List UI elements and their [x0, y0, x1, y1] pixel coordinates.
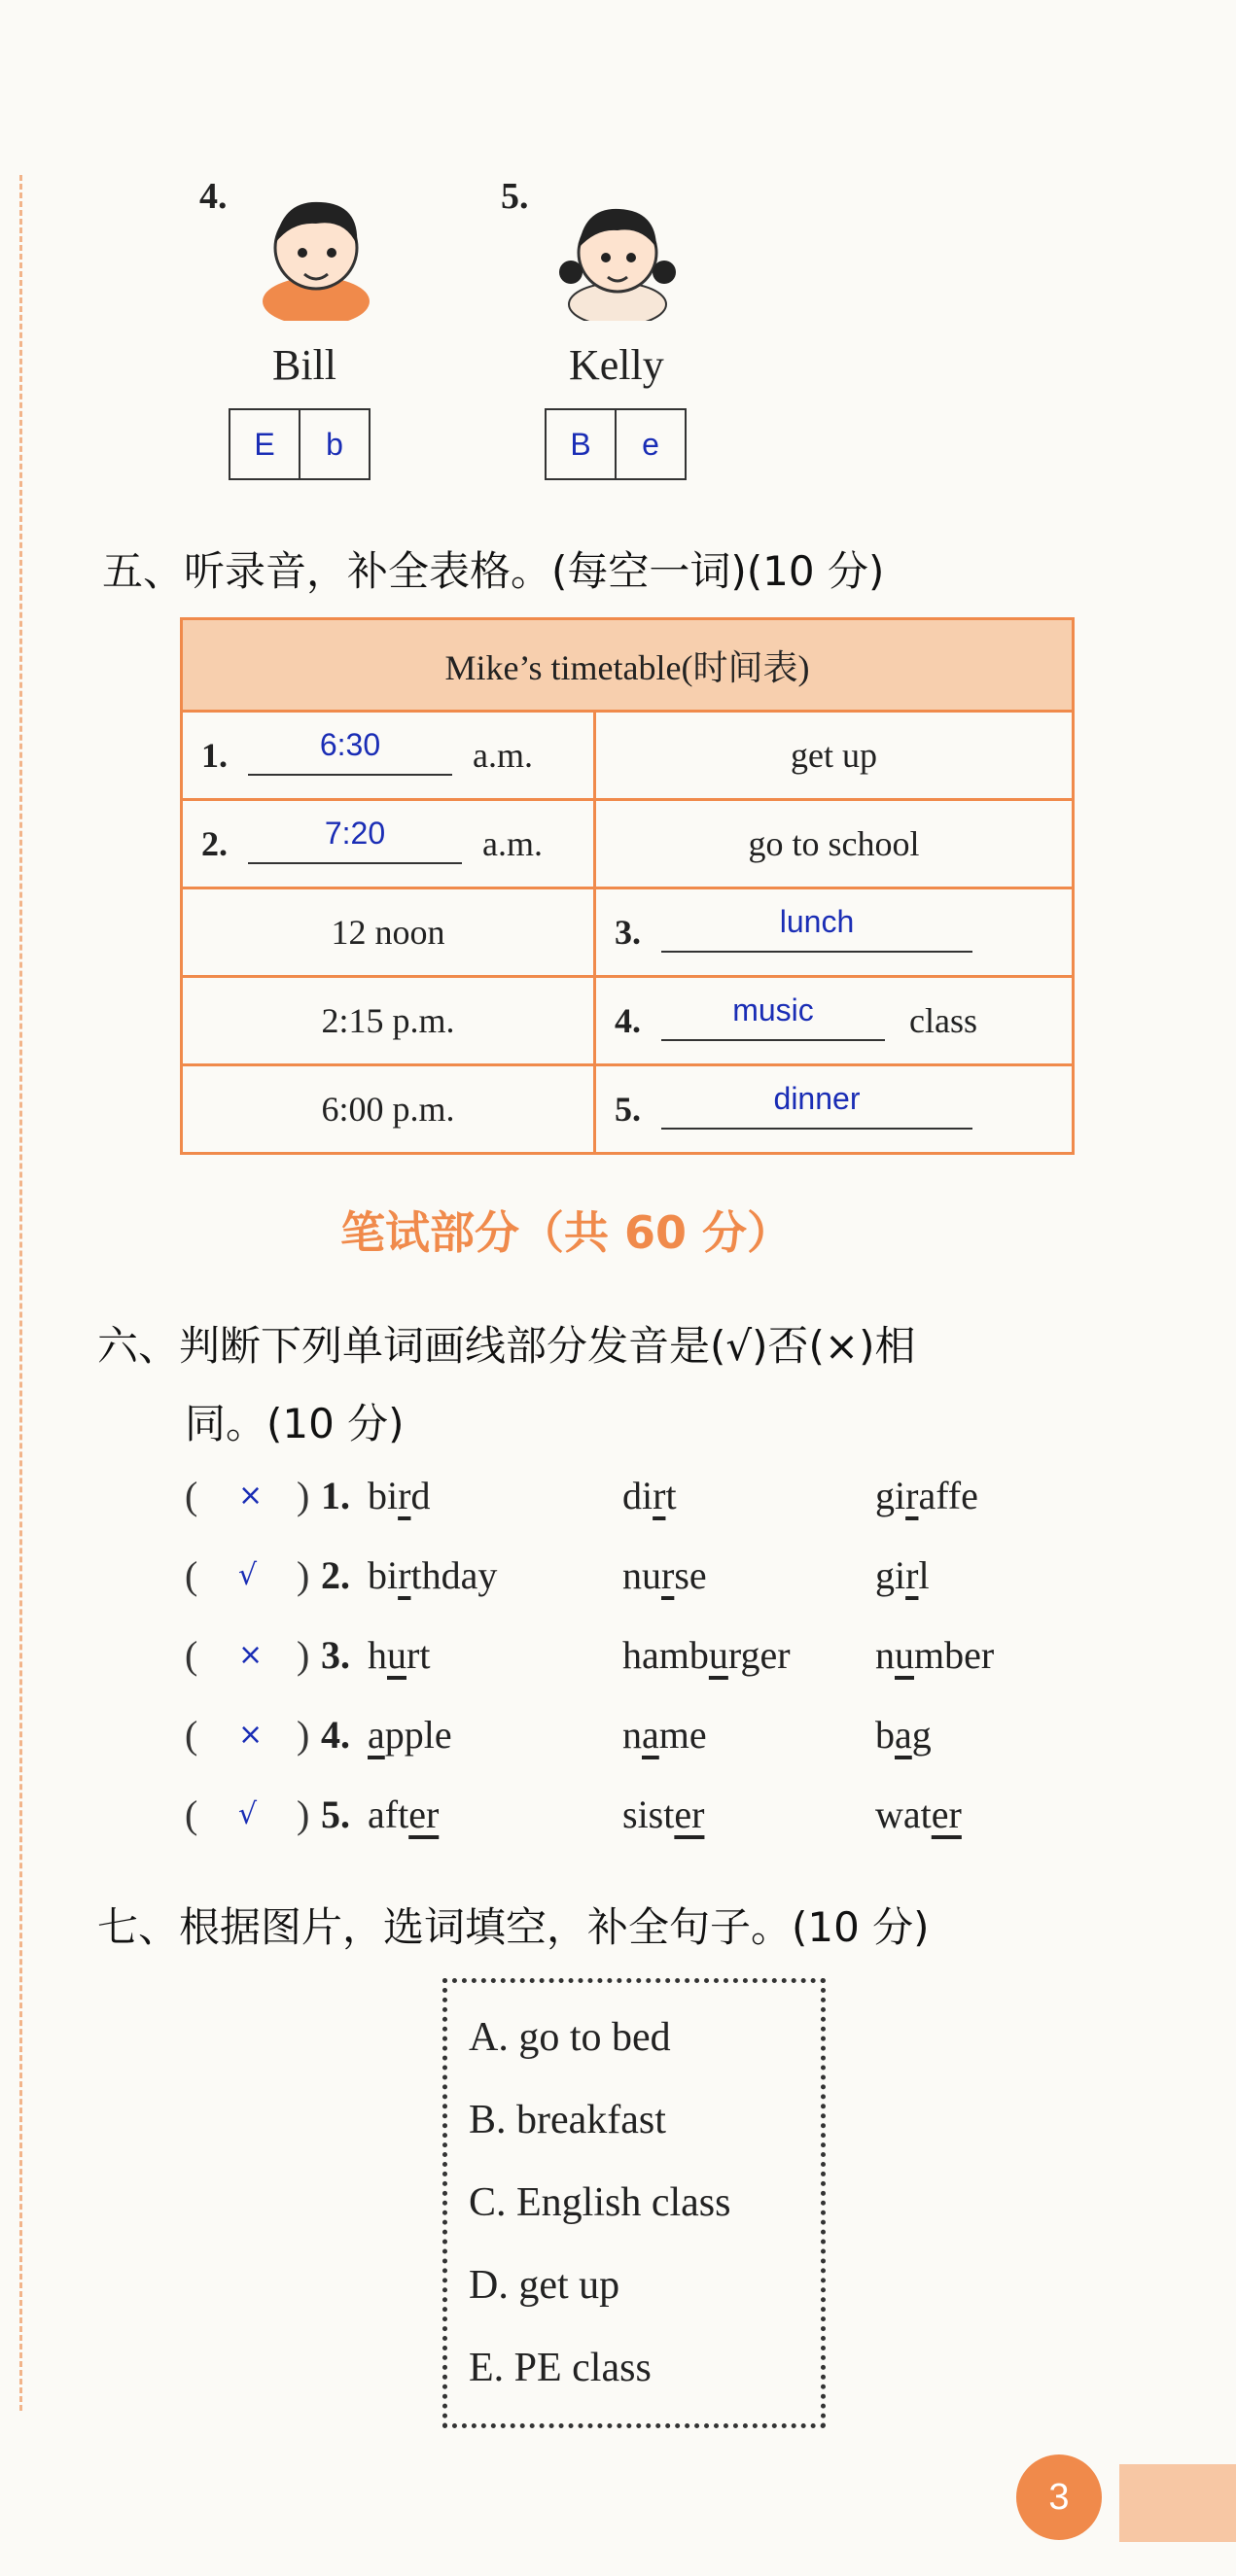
timetable-title: Mike’s timetable(时间表) [182, 619, 1074, 712]
item-5-answer-box [545, 408, 687, 480]
underlined-part: r [398, 1553, 411, 1597]
word-1 [368, 1792, 439, 1837]
underlined-part: u [387, 1633, 406, 1677]
word-2 [622, 1473, 677, 1518]
row-2-activity: go to school [595, 800, 1074, 888]
word-3 [875, 1473, 978, 1518]
item-4-name: Bill [272, 341, 337, 389]
underlined-part: r [905, 1474, 919, 1517]
word-part: n [875, 1633, 895, 1677]
boy-illustration [238, 185, 394, 321]
word-part: me [658, 1713, 707, 1757]
item-5-name: Kelly [569, 341, 664, 389]
item-4-answer-2: b [299, 410, 369, 478]
word-part: bi [368, 1474, 399, 1517]
margin-dashed-line [19, 175, 22, 2411]
row-4-time: 2:15 p.m. [182, 977, 595, 1065]
word-part: thday [410, 1553, 498, 1597]
section-6-heading-line2: 同。(10 分) [185, 1400, 405, 1447]
row-1-ampm: a.m. [473, 736, 533, 775]
paren-open: ( [185, 1793, 198, 1836]
section-5-heading: 五、听录音，补全表格。(每空一词)(10 分) [102, 547, 885, 595]
underlined-part: a [642, 1713, 659, 1757]
row-1-answer: 6:30 [319, 727, 381, 762]
row-2-answer: 7:20 [324, 816, 386, 851]
word-part: rger [727, 1633, 791, 1677]
item-4-answer-box [229, 408, 371, 480]
row-5-blank [661, 1081, 972, 1130]
word-1 [368, 1712, 452, 1758]
row-1-blank [248, 727, 452, 776]
paren-close: ) [297, 1793, 310, 1836]
row-3-number: 3. [615, 913, 641, 952]
word-part: l [918, 1553, 930, 1597]
row-4-answer: music [732, 992, 814, 1027]
row-5-answer: dinner [773, 1081, 861, 1116]
judgement-number: 4. [321, 1713, 350, 1757]
paren-close: ) [297, 1713, 310, 1757]
row-3-time: 12 noon [182, 888, 595, 977]
word-part: mber [914, 1633, 995, 1677]
table-row [182, 800, 1074, 888]
word-2 [622, 1712, 707, 1758]
row-4-blank [661, 992, 885, 1041]
word-3 [875, 1712, 932, 1758]
word-part: gi [875, 1474, 906, 1517]
underlined-part: r [905, 1553, 919, 1597]
word-part: bi [368, 1553, 399, 1597]
word-part: pple [384, 1713, 452, 1757]
word-part: hamb [622, 1633, 709, 1677]
word-part: sist [622, 1793, 675, 1836]
row-4-class: class [909, 1001, 977, 1040]
underlined-part: er [408, 1793, 440, 1836]
option-e: E. PE class [469, 2346, 652, 2390]
judgement-mark: × [238, 1718, 264, 1752]
word-part: h [368, 1633, 387, 1677]
judgement-number: 5. [321, 1793, 350, 1836]
row-3-answer: lunch [779, 904, 855, 939]
word-3 [875, 1552, 930, 1598]
table-row [182, 888, 1074, 977]
paren-close: ) [297, 1474, 310, 1517]
paren-open: ( [185, 1713, 198, 1757]
underlined-part: r [398, 1474, 411, 1517]
row-5-number: 5. [615, 1090, 641, 1129]
option-a: A. go to bed [469, 2015, 671, 2060]
paren-close: ) [297, 1553, 310, 1597]
section-6-heading-line1: 六、判断下列单词画线部分发音是(√)否(×)相 [97, 1322, 916, 1370]
row-2-number: 2. [201, 824, 228, 863]
word-part: se [674, 1553, 707, 1597]
underlined-part: u [708, 1633, 728, 1677]
word-options-box [442, 1978, 826, 2428]
underlined-part: r [653, 1474, 666, 1517]
row-5-time: 6:00 p.m. [182, 1065, 595, 1154]
option-b: B. breakfast [469, 2098, 666, 2142]
word-3 [875, 1632, 994, 1678]
row-1-activity: get up [595, 712, 1074, 800]
written-part-title: 笔试部分（共 60 分） [340, 1206, 793, 1259]
word-2 [622, 1632, 791, 1678]
underlined-part: r [661, 1553, 675, 1597]
word-part: aft [368, 1793, 409, 1836]
row-2-ampm: a.m. [482, 824, 543, 863]
underlined-part: a [895, 1713, 912, 1757]
row-3-blank [661, 904, 972, 953]
row-2-blank [248, 816, 462, 864]
timetable [180, 617, 1075, 1155]
word-part: n [622, 1713, 642, 1757]
judgement-mark: √ [238, 1558, 258, 1592]
section-7-heading: 七、根据图片，选词填空，补全句子。(10 分) [97, 1903, 930, 1951]
word-3 [875, 1792, 962, 1837]
word-part: gi [875, 1553, 906, 1597]
paren-open: ( [185, 1633, 198, 1677]
word-2 [622, 1552, 707, 1598]
judgement-mark: × [238, 1479, 264, 1513]
item-4-answer-1: E [254, 426, 275, 462]
item-5-answer-2: e [615, 410, 685, 478]
word-1 [368, 1473, 430, 1518]
girl-illustration [549, 190, 686, 321]
word-part: d [410, 1474, 431, 1517]
word-part: t [665, 1474, 677, 1517]
page-number: 3 [1016, 2454, 1102, 2540]
table-row [182, 977, 1074, 1065]
word-1 [368, 1632, 430, 1678]
underlined-part: a [368, 1713, 385, 1757]
item-5-answer-1: B [570, 426, 591, 462]
paren-open: ( [185, 1553, 198, 1597]
word-part: affe [918, 1474, 978, 1517]
row-4-number: 4. [615, 1001, 641, 1040]
word-part: rt [406, 1633, 431, 1677]
paren-open: ( [185, 1474, 198, 1517]
word-part: b [875, 1713, 895, 1757]
word-part: nu [622, 1553, 661, 1597]
judgement-number: 1. [321, 1474, 350, 1517]
underlined-part: u [895, 1633, 914, 1677]
table-row [182, 1065, 1074, 1154]
option-d: D. get up [469, 2263, 620, 2308]
judgement-number: 2. [321, 1553, 350, 1597]
item-4-number: 4. [199, 176, 228, 217]
judgement-mark: √ [238, 1797, 258, 1831]
option-c: C. English class [469, 2180, 731, 2225]
table-row [182, 712, 1074, 800]
paren-close: ) [297, 1633, 310, 1677]
underlined-part: er [931, 1793, 962, 1836]
row-1-number: 1. [201, 736, 228, 775]
item-5-number: 5. [501, 176, 529, 217]
underlined-part: er [674, 1793, 705, 1836]
word-2 [622, 1792, 704, 1837]
word-part: wat [875, 1793, 932, 1836]
judgement-number: 3. [321, 1633, 350, 1677]
word-part: di [622, 1474, 653, 1517]
judgement-mark: × [238, 1638, 264, 1672]
word-1 [368, 1552, 497, 1598]
footer-bar [1119, 2464, 1236, 2542]
word-part: g [911, 1713, 932, 1757]
